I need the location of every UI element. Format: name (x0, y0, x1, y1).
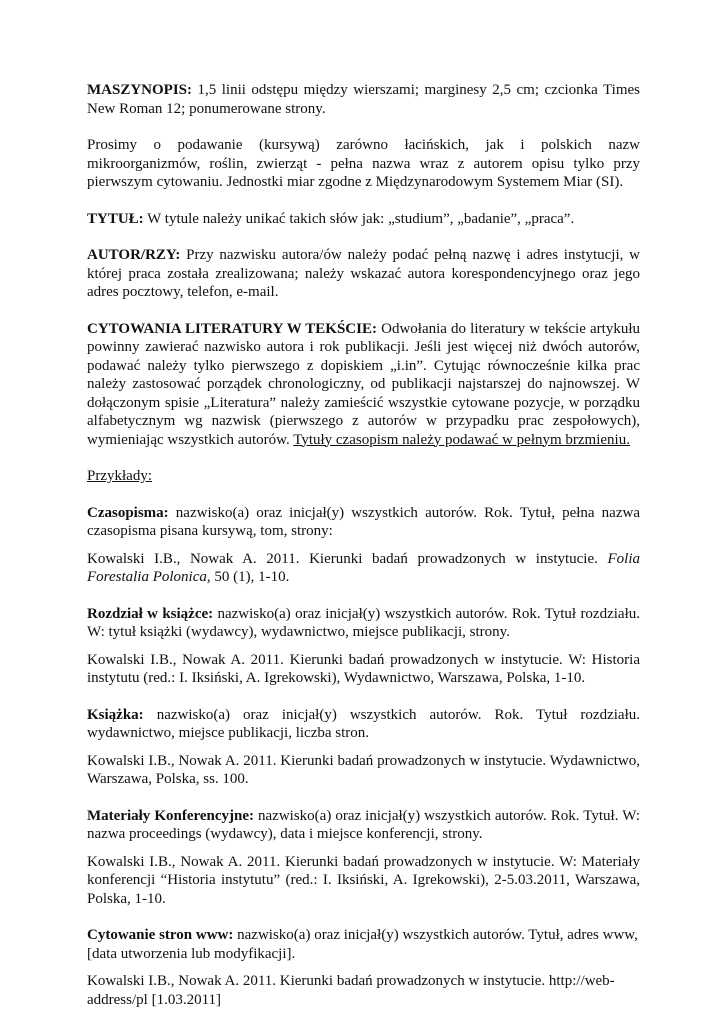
www-paragraph (87, 926, 640, 963)
prosimy-text: Prosimy o podawanie (kursywą) zarówno łacińskich, jak i polskich nazw mikroorganizmów, roślin, zwierząt - pełna nazwa wraz z autorem opisu tylko przy pierwszym cytowaniu. Jednostki miar zgodne z Międzynarodowym Systemem Miar (SI). (87, 137, 640, 190)
maszynopis-label: MASZYNOPIS: (87, 82, 193, 98)
ksiazka-text: nazwisko(a) oraz inicjał(y) wszystkich autorów. Rok. Tytuł rozdziału. wydawnictwo, miejsce publikacji, liczba stron. (87, 706, 640, 741)
rozdzial-paragraph (87, 605, 640, 642)
czasopisma-example (87, 550, 640, 587)
maszynopis-text: 1,5 linii odstępu między wierszami; marginesy 2,5 cm; czcionka Times New Roman 12; ponumerowane strony. (87, 82, 640, 117)
materialy-example-text: Kowalski I.B., Nowak A. 2011. Kierunki badań prowadzonych w instytucie. W: Materiały konferencji “Historia instytutu” (red.: I. Iksiński, A. Igrekowski), 2-5.03.2011, Warszawa, Polska, 1-10. (87, 853, 640, 907)
rozdzial-text: nazwisko(a) oraz inicjał(y) wszystkich autorów. Rok. Tytuł rozdziału. W: tytuł książki (wydawcy), wydawnictwo, miejsce publikacji, strony. (87, 605, 640, 640)
autor-paragraph (87, 246, 640, 302)
autor-text: Przy nazwisku autora/ów należy podać pełną nazwę i adres instytucji, w której praca została zrealizowana; należy wskazać autora korespondencyjnego oraz jego adres pocztowy, telefon, e-mail. (87, 247, 640, 300)
czasopisma-paragraph (87, 504, 640, 541)
prosimy-paragraph (87, 136, 640, 192)
czasopisma-example-journal: Folia Forestalia Polonica (87, 550, 640, 585)
rozdzial-label: Rozdział w książce: (87, 605, 214, 622)
cytowania-paragraph (87, 320, 640, 450)
przyklady-heading (87, 467, 640, 486)
materialy-text: nazwisko(a) oraz inicjał(y) wszystkich autorów. Rok. Tytuł. W: nazwa proceedings (wydawcy), data i miejsce konferencji, strony. (87, 807, 640, 842)
cytowania-text: Odwołania do literatury w tekście artykułu powinny zawierać nazwisko autora i rok publikacji. Jeśli jest więcej niż dwóch autorów, podawać należy tylko pierwszego z dopiskiem „i.in”. Cytując równocześnie kilka prac należy zastosować porządek chronologiczny, od publikacji najstarszej do najnowszej. W dołączonym spisie „Literatura” należy zamieścić wszystkie cytowane pozycje, w porządku alfabetycznym wg nazwisk (pierwszego z autorów w przypadku prac zespołowych), wymieniając wszystkich autorów. (87, 320, 640, 448)
przyklady-label: Przykłady: (87, 468, 152, 484)
autor-label: AUTOR/RZY: (87, 247, 181, 263)
maszynopis-paragraph (87, 81, 640, 118)
tytul-text: W tytule należy unikać takich słów jak: „studium”, „badanie”, „praca”. (143, 210, 575, 227)
ksiazka-paragraph (87, 706, 640, 743)
materialy-example (87, 853, 640, 909)
www-example-text: Kowalski I.B., Nowak A. 2011. Kierunki badań prowadzonych w instytucie. http://web-address/pl [1.03.2011] (87, 973, 615, 1008)
czasopisma-label: Czasopisma: (87, 504, 169, 521)
cytowania-underlined: Tytuły czasopism należy podawać w pełnym brzmieniu. (293, 431, 630, 448)
czasopisma-example-prefix: Kowalski I.B., Nowak A. 2011. Kierunki badań prowadzonych w instytucie. (87, 550, 608, 567)
tytul-label: TYTUŁ: (87, 210, 144, 227)
document-page (87, 81, 640, 1009)
www-label: Cytowanie stron www: (87, 927, 234, 943)
cytowania-label: CYTOWANIA LITERATURY W TEKŚCIE: (87, 320, 377, 337)
rozdzial-example-text: Kowalski I.B., Nowak A. 2011. Kierunki badań prowadzonych w instytucie. W: Historia instytutu (red.: I. Iksiński, A. Igrekowski), Wydawnictwo, Warszawa, Polska, 1-10. (87, 651, 640, 686)
materialy-paragraph (87, 807, 640, 844)
tytul-paragraph (87, 210, 640, 229)
czasopisma-text: nazwisko(a) oraz inicjał(y) wszystkich autorów. Rok. Tytuł, pełna nazwa czasopisma pisana kursywą, tom, strony: (87, 504, 640, 539)
www-text: nazwisko(a) oraz inicjał(y) wszystkich autorów. Tytuł, adres www, [data utworzenia lub modyfikacji]. (87, 927, 638, 962)
www-example (87, 972, 640, 1009)
materialy-label: Materiały Konferencyjne: (87, 807, 255, 824)
ksiazka-label: Książka: (87, 706, 144, 723)
ksiazka-example (87, 752, 640, 789)
czasopisma-example-suffix: , 50 (1), 1-10. (206, 569, 290, 585)
rozdzial-example (87, 651, 640, 688)
ksiazka-example-text: Kowalski I.B., Nowak A. 2011. Kierunki badań prowadzonych w instytucie. Wydawnictwo, Warszawa, Polska, ss. 100. (87, 752, 640, 787)
